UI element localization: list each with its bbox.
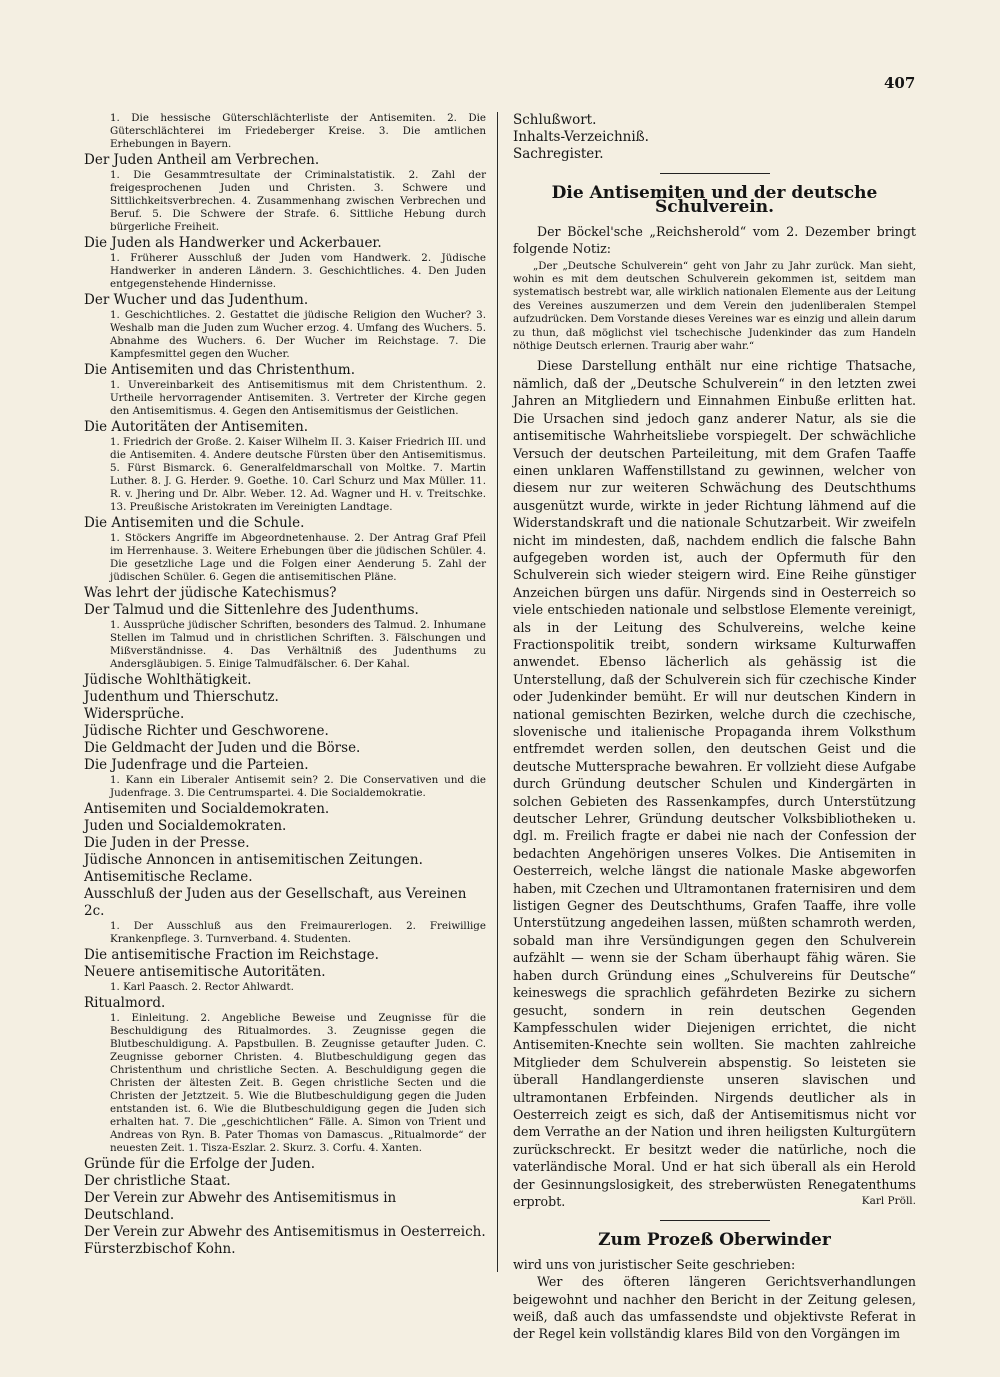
toc-heading: Antisemiten und Socialdemokraten. bbox=[84, 801, 330, 817]
toc-entry: Sachregister. bbox=[513, 146, 604, 162]
toc-heading: Die Geldmacht der Juden und die Börse. bbox=[84, 740, 361, 756]
article-body-text: Diese Darstellung enthält nur eine richtige Thatsache, nämlich, daß der „Deutsche Schulverein“ in den letzten zwei Jahren an Mitgliedern und Einnahmen Einbuße erlitten hat. Die Ursachen sind jedoch ganz anderer Natur, als sie die antisemitische Wahrheitsliebe vorspiegelt. Der schwächliche Versuch der deutschen Parteileitung, mit dem Grafen Taaffe einen unklaren Waffenstillstand zu gewinnen, welcher von diesem nur zur weiteren Schwächung des Deutschthums ausgenützt wurde, wirkte in jeder Richtung lähmend auf die Widerstandskraft und die nationale Schutzarbeit. Wir zweifeln nicht im mindesten, daß, nachdem endlich die falsche Bahn aufgegeben worden ist, auch der Opfermuth für den Schulverein sich wieder steigern wird. Eine Reihe günstiger Anzeichen bürgen uns dafür. Nirgends sind in Oesterreich so viele entschieden nationale und selbstlose Elemente vereinigt, als in der Leitung des Schulvereins, welche keine Fractionspolitik treibt, sondern wirksame Kulturwaffen anwendet. Ebenso lächerlich als gehässig ist die Unterstellung, daß der Schulverein sich für czechische Kinder oder Judenkinder bemüht. Er will nur deutschen Kindern in national gemischten Bezirken, welche durch die czechische, slovenische und italienische Propaganda ihrem Volksthum entfremdet werden sollen, den deutschen Geist und die deutsche Muttersprache bewahren. Er vollzieht diese Aufgabe durch Gründung deutscher Schulen und Kindergärten in solchen Gebieten des Rassenkampfes, durch Unterstützung deutscher Lehrer, Gründung deutscher Volksbibliotheken u. dgl. m. Freilich fragte er dabei nie nach der Confession der bedachten Angehörigen unseres Volkes. Die Antisemiten in Oesterreich, welche längst die nationale Maske abgeworfen haben, mit Czechen und Ultramontanen fraternisiren und dem listigen Gegner des Deutschthums, Grafen Taaffe, ihre volle Unterstützung angedeihen lassen, müßten schamroth werden, sobald man ihre Versündigungen gegen den Schulverein aufzählt — wenn sie der Scham überhaupt fähig wären. Sie haben durch Gründung eines „Schulvereins für Deutsche“ keineswegs die sprachlich gefährdeten Bezirke zu sichern gesucht, sondern in rein deutschen Gegenden Kampfesschulen wider Diejenigen errichtet, die nicht Antisemiten-Knechte sein wollten. Sie machten zahlreiche Mitglieder dem Schulverein abspenstig. So leisteten sie überall Handlangerdienste unseren slavischen und ultramontanen Erbfeinden. Nirgends deutlicher als in Oesterreich zeigt es sich, daß der Antisemitismus nicht vor dem Verrathe an der Nation und ihren heiligsten Kulturgütern zurückschreckt. Er besitzt weder die natürliche, noch die vaterländische Moral. Und er hat sich überall als ein Herold der Gesinnungslosigkeit, des streberwüsten Renegatenthums erprobt. bbox=[513, 358, 916, 1209]
toc-heading: Die Antisemiten und die Schule. bbox=[84, 515, 305, 531]
toc-heading: Widersprüche. bbox=[84, 706, 185, 722]
toc-heading: Ausschluß der Juden aus der Gesellschaft, aus Vereinen 2c. bbox=[84, 886, 467, 919]
toc-heading: Fürsterzbischof Kohn. bbox=[84, 1241, 236, 1257]
toc-subitems: 1. Friedrich der Große. 2. Kaiser Wilhelm II. 3. Kaiser Friedrich III. und die Antisemiten. 4. Andere deutsche Fürsten über den Antisemitismus. 5. Fürst Bismarck. 6. Generalfeldmarschall von Moltke. 7. Martin Luther. 8. J. G. Herder. 9. Goethe. 10. Carl Schurz und Max Müller. 11. R. v. Jhering und Dr. Albr. Weber. 12. Ad. Wagner und H. v. Treitschke. 13. Preußische Aristokraten im Vereinigten Landtage. bbox=[110, 436, 486, 513]
toc-subitems: 1. Stöckers Angriffe im Abgeordnetenhause. 2. Der Antrag Graf Pfeil im Herrenhause. 3. Weitere Erhebungen über die jüdischen Schüler. 4. Die gesetzliche Lage und die Folgen einer Aenderung 5. Zahl der jüdischen Schüler. 6. Gegen die antisemitischen Pläne. bbox=[110, 532, 486, 583]
toc-heading: Judenthum und Thierschutz. bbox=[84, 689, 279, 705]
section-divider bbox=[660, 1220, 770, 1221]
toc-heading: Die Judenfrage und die Parteien. bbox=[84, 757, 309, 773]
quoted-notice: „Der „Deutsche Schulverein“ geht von Jahr zu Jahr zurück. Man sieht, wohin es mit dem deutschen Schulverein gekommen ist, seitdem man systematisch bestrebt war, alle wirklich nationalen Elemente aus der Leitung des Vereines auszumerzen und dem Verein den judenliberalen Stempel aufzudrücken. Dem Vorstande dieses Vereines war es einzig und allein darum zu thun, daß möglichst viel tschechische Judenkinder das zum Handeln nöthige Deutsch erlernen. Traurig aber wahr.“ bbox=[513, 260, 916, 353]
toc-heading: Der Wucher und das Judenthum. bbox=[84, 292, 309, 308]
toc-heading: Der Verein zur Abwehr des Antisemitismus in Oesterreich. bbox=[84, 1224, 486, 1240]
toc-heading: Die Juden als Handwerker und Ackerbauer. bbox=[84, 235, 382, 251]
toc-heading: Ritualmord. bbox=[84, 995, 166, 1011]
toc-heading: Der Verein zur Abwehr des Antisemitismus in Deutschland. bbox=[84, 1190, 397, 1223]
toc-heading: Was lehrt der jüdische Katechismus? bbox=[84, 585, 337, 601]
toc-heading: Jüdische Richter und Geschworene. bbox=[84, 723, 329, 739]
article-title: Zum Prozeß Oberwinder bbox=[598, 1230, 831, 1251]
article-title: Die Antisemiten und der deutsche Schulverein. bbox=[551, 183, 878, 218]
toc-subitems: 1. Einleitung. 2. Angebliche Beweise und Zeugnisse für die Beschuldigung des Ritualmordes. 3. Zeugnisse gegen die Blutbeschuldigung. A. Papstbullen. B. Zeugnisse getaufter Juden. C. Zeugnisse geborner Christen. 4. Blutbeschuldigung gegen das Christenthum und christliche Secten. A. Beschuldigung gegen die Christen der ältesten Zeit. B. Gegen christliche Secten und die Christen der Jetztzeit. 5. Wie die Blutbeschuldigung gegen die Juden entstanden ist. 6. Wie die Blutbeschuldigung gegen die Juden sich erhalten hat. 7. Die „geschichtlichen“ Fälle. A. Simon von Trient und Andreas von Ryn. B. Pater Thomas von Damascus. „Ritualmorde“ der neuesten Zeit. 1. Tisza-Eszlar. 2. Skurz. 3. Corfu. 4. Xanten. bbox=[110, 1012, 486, 1154]
toc-subitems: 1. Der Ausschluß aus den Freimaurerlogen. 2. Freiwillige Krankenpflege. 3. Turnverband. 4. Studenten. bbox=[110, 920, 486, 945]
table-of-contents-column bbox=[84, 112, 486, 1258]
toc-heading: Jüdische Wohlthätigkeit. bbox=[84, 672, 252, 688]
toc-heading: Jüdische Annoncen in antisemitischen Zeitungen. bbox=[84, 852, 423, 868]
toc-heading: Die Antisemiten und das Christenthum. bbox=[84, 362, 356, 378]
toc-subitems: 1. Aussprüche jüdischer Schriften, besonders des Talmud. 2. Inhumane Stellen im Talmud und in christlichen Schriften. 3. Fälschungen und Mißverständnisse. 4. Das Verhältniß des Judenthums zu Andersgläubigen. 5. Einige Talmudfälscher. 6. Der Kahal. bbox=[110, 619, 486, 670]
author-signature: Karl Pröll. bbox=[861, 1194, 916, 1207]
article-body: Wer des öfteren längeren Gerichtsverhandlungen beigewohnt und nachher den Bericht in der Zeitung gelesen, weiß, daß auch das umfassendste und objektivste Referat in der Regel kein vollständig klares Bild von den Vorgängen im bbox=[513, 1274, 916, 1342]
toc-heading: Antisemitische Reclame. bbox=[84, 869, 253, 885]
toc-subitems: 1. Karl Paasch. 2. Rector Ahlwardt. bbox=[110, 981, 294, 993]
toc-heading: Die antisemitische Fraction im Reichstage. bbox=[84, 947, 379, 963]
toc-subitems: 1. Früherer Ausschluß der Juden vom Handwerk. 2. Jüdische Handwerker in anderen Ländern. 3. Geschichtliches. 4. Den Juden entgegenstehende Hindernisse. bbox=[110, 252, 486, 290]
toc-heading: Die Autoritäten der Antisemiten. bbox=[84, 419, 309, 435]
toc-heading: Der Talmud und die Sittenlehre des Judenthums. bbox=[84, 602, 419, 618]
toc-entry: Schlußwort. bbox=[513, 112, 597, 128]
toc-subitems: 1. Die Gesammtresultate der Criminalstatistik. 2. Zahl der freigesprochenen Juden und Christen. 3. Schwere und Sittlichkeitsverbrechen. 4. Zusammenhang zwischen Verbrechen und Beruf. 5. Die Schwere der Strafe. 6. Sittliche Hebung durch bürgerliche Freiheit. bbox=[110, 169, 486, 233]
toc-subitems: 1. Unvereinbarkeit des Antisemitismus mit dem Christenthum. 2. Urtheile hervorragender Antisemiten. 3. Vertreter der Kirche gegen den Antisemitismus. 4. Gegen den Antisemitismus der Geistlichen. bbox=[110, 379, 486, 417]
page-number: 407 bbox=[884, 74, 916, 92]
toc-subitems: 1. Geschichtliches. 2. Gestattet die jüdische Religion den Wucher? 3. Weshalb man die Juden zum Wucher erzog. 4. Umfang des Wuchers. 5. Abnahme des Wuchers. 6. Der Wucher im Reichstage. 7. Die Kampfesmittel gegen den Wucher. bbox=[110, 309, 486, 360]
toc-heading: Gründe für die Erfolge der Juden. bbox=[84, 1156, 315, 1172]
article-intro: Der Böckel'sche „Reichsherold“ vom 2. Dezember bringt folgende Notiz: bbox=[513, 223, 916, 257]
toc-heading: Juden und Socialdemokraten. bbox=[84, 818, 287, 834]
right-column bbox=[513, 112, 916, 1343]
toc-heading: Der Juden Antheil am Verbrechen. bbox=[84, 152, 320, 168]
column-divider bbox=[497, 112, 498, 1272]
toc-entry: Inhalts-Verzeichniß. bbox=[513, 129, 649, 145]
toc-heading: Der christliche Staat. bbox=[84, 1173, 231, 1189]
toc-subitems: 1. Die hessische Güterschlächterliste der Antisemiten. 2. Die Güterschlächterei im Friedeberger Kreise. 3. Die amtlichen Erhebungen in Bayern. bbox=[110, 112, 486, 150]
toc-heading: Die Juden in der Presse. bbox=[84, 835, 250, 851]
article-body bbox=[513, 357, 916, 1210]
section-divider bbox=[660, 173, 770, 174]
toc-subitems: 1. Kann ein Liberaler Antisemit sein? 2. Die Conservativen und die Judenfrage. 3. Die Centrumspartei. 4. Die Socialdemokratie. bbox=[110, 774, 486, 799]
toc-heading: Neuere antisemitische Autoritäten. bbox=[84, 964, 326, 980]
article-intro: wird uns von juristischer Seite geschrieben: bbox=[513, 1256, 796, 1272]
